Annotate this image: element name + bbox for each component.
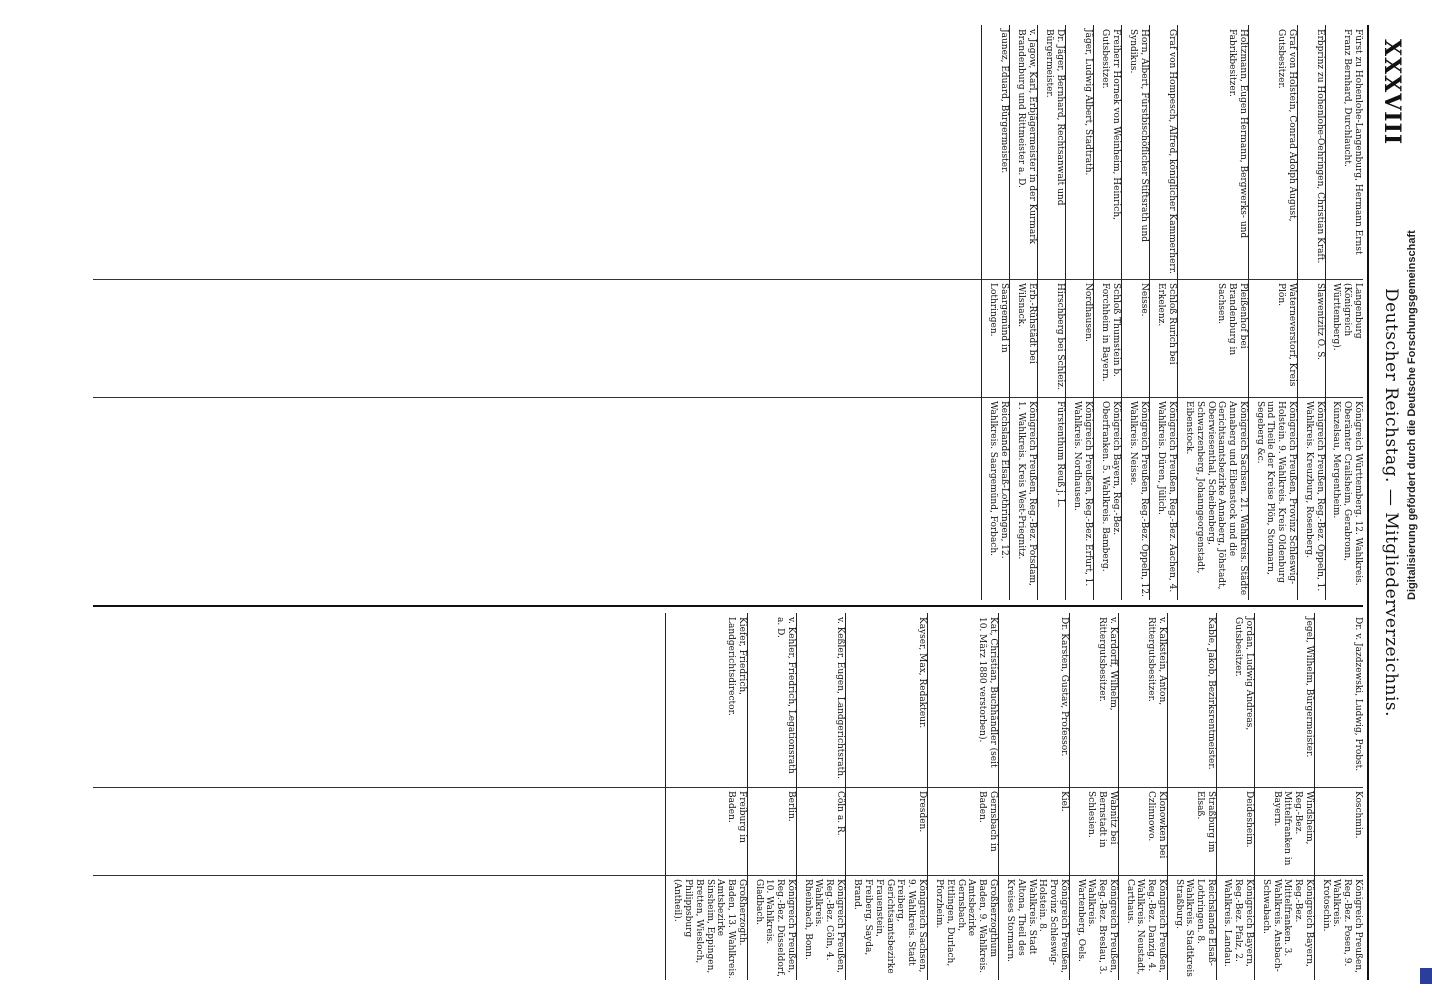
row-divider: [1314, 613, 1315, 980]
row-divider: [1065, 25, 1066, 600]
member-name: Graf von Holstein, Conrad Adolph August, Gutsbesitzer.: [1276, 29, 1297, 222]
member-entry: [1167, 613, 1216, 980]
member-name: Holtzmann, Eugen Hermann, Bergwerks- und Fabrikbesitzer.: [1227, 29, 1248, 239]
member-district: Reichslande Elsaß-Lothringen, 12. Wahlkreis. Saargemünd, Forbach.: [988, 401, 1009, 559]
member-district: Königreich Sachsen. 21. Wahlkreis. Städte Annaberg und Eibenstock und die Gerichtsamtsbezirke Annaberg, Jöhstadt, Oberwiesenthal, Scheibenberg, Schwarzenberg, Johanngeorgenstadt, Eibenstock.: [1184, 401, 1248, 596]
member-entry: [927, 613, 998, 980]
member-name: v. Kehler, Friedrich, Legationsrath a. D.: [775, 617, 796, 774]
member-entry: [1118, 613, 1167, 980]
member-residence: Pleißenhof bei Brandenburg in Sachsen.: [1216, 283, 1248, 356]
row-divider: [1149, 25, 1150, 600]
running-title: Deutscher Reichstag. — Mitgliederverzeichnis.: [1381, 287, 1401, 718]
member-district: Königreich Sachsen, 9. Wahlkreis. Stadt Freiberg, Gerichtsamtsbezirke Frauenstein, Freiberg, Sayda, Brand.: [852, 879, 927, 974]
member-district: Königreich Preußen, Reg.-Bez. Oppeln, 12. Wahlkreis. Neisse.: [1128, 401, 1149, 597]
member-residence: Schloß Rurich bei Erkelenz.: [1156, 283, 1177, 365]
member-district: Fürstenthum Reuß j. L.: [1055, 401, 1065, 508]
member-name: v. Keßler, Eugen, Landgerichtsrath.: [835, 617, 845, 779]
member-entry: [747, 613, 796, 980]
member-entry: [1009, 25, 1037, 600]
member-name: Dr. Karsten, Gustav, Professor.: [1059, 617, 1069, 757]
page-number: XXXVIII: [1379, 39, 1405, 146]
member-district: Königreich Preußen, Reg.-Bez. Düsseldorf, 10. Wahlkreis. Gladbach.: [753, 879, 796, 977]
row-divider: [1248, 25, 1249, 600]
member-entry: [981, 25, 1009, 600]
row-divider: [1177, 25, 1178, 600]
digitization-credit: Digitalisierung gefördert durch die Deutsche Forschungsgemeinschaft: [1406, 230, 1418, 600]
member-entry: [1037, 25, 1065, 600]
member-entry: [1065, 25, 1093, 600]
member-district: Königreich Preußen, Reg.-Bez. Erfurt, 1. Wahlkreis. Nordhausen.: [1072, 401, 1093, 587]
members-table-right: [665, 613, 1363, 980]
member-name: v. Kalkstein, Anton, Rittergutsbesitzer.: [1146, 617, 1167, 706]
row-divider: [1297, 25, 1298, 600]
member-district: Königreich Bayern, Reg.-Bez. Oberfranken. 5. Wahlkreis. Bamberg.: [1100, 401, 1121, 572]
member-name: v. Jagow, Karl, Erbjägermeister in der Kurmark Brandenburg und Rittmeister a. D.: [1016, 29, 1037, 244]
row-divider: [981, 25, 982, 600]
member-entry: [1314, 613, 1363, 980]
member-entry: [845, 613, 927, 980]
member-name: Dr. Jäger, Bernhard, Rechtsanwalt und Bürgermeister.: [1044, 29, 1065, 206]
member-entry: [1121, 25, 1149, 600]
row-divider: [796, 613, 797, 980]
member-entry: [1149, 25, 1177, 600]
member-name: Freiherr Hornek von Weinheim, Heinrich, Gutsbesitzer.: [1100, 29, 1121, 221]
member-residence: Waterneverstorf, Kreis Plön.: [1276, 283, 1297, 387]
row-divider: [927, 613, 928, 980]
member-district: Königreich Preußen, Reg.-Bez. Posen, 9. Wahlkreis. Krotoschin.: [1320, 879, 1363, 974]
member-entry: [1325, 25, 1363, 600]
member-district: Königreich Preußen, Reg.-Bez. Aachen, 4. Wahlkreis. Düren, Jülich.: [1156, 401, 1177, 593]
member-name: Kayser, Max, Redakteur.: [917, 617, 927, 729]
member-entry: [1093, 25, 1121, 600]
member-entry: [998, 613, 1069, 980]
member-residence: Berlin.: [786, 791, 796, 822]
member-district: Königreich Preußen, Reg.-Bez. Breslau, 3. Wahlkreis. Wartenberg, Oels.: [1075, 879, 1118, 975]
member-district: Großherzogth. Baden, 13. Wahlkreis. Amtsbezirke Sinsheim, Eppingen, Bretten, Wiesloch, Philippsburg (Antheil).: [672, 879, 747, 979]
member-name: Kable, Jakob, Bezirksrentmeister.: [1206, 617, 1216, 770]
member-district: Großherzogthum Baden, 9. Wahlkreis. Amtsbezirke Gernsbach, Ettlingen, Durlach, Pforzheim.: [934, 879, 998, 973]
member-residence: Cöln a. R.: [835, 791, 845, 836]
row-divider: [747, 613, 748, 980]
member-district: Königreich Württemberg. 12. Wahlkreis. Oberämter Crailsheim, Gerabronn, Künzelsau, Mergentheim.: [1331, 401, 1363, 586]
member-district: Königreich Preußen, Reg.-Bez. Cöln, 4. Wahlkreis. Rheinbach, Bonn.: [802, 879, 845, 974]
member-residence: Deidesheim.: [1244, 791, 1254, 848]
member-residence: Neisse.: [1139, 283, 1149, 317]
member-name: Jordan, Ludwig Andreas, Gutsbesitzer.: [1233, 617, 1254, 731]
member-name: Horn, Albert, Fürstbischöflicher Stiftsrath und Syndikus.: [1128, 29, 1149, 243]
member-entry: [1248, 25, 1297, 600]
member-name: Kat, Christian, Buchhändler (seit 10. März 1880 verstorben).: [977, 617, 998, 768]
row-divider: [1069, 613, 1070, 980]
member-district: Königreich Bayern, Reg.-Bez. Pfalz, 2. Wahlkreis. Landau.: [1222, 879, 1254, 967]
member-residence: Wabnitz bei Bernstadt in Schlesien.: [1086, 791, 1118, 848]
member-residence: Dresden.: [917, 791, 927, 833]
member-residence: Saargemünd in Lothringen.: [988, 283, 1009, 353]
row-divider: [665, 613, 666, 980]
member-name: Kiefer, Friedrich, Landgerichtsdirector.: [726, 617, 747, 716]
row-divider: [1118, 613, 1119, 980]
member-residence: Windsheim, Reg.-Bez. Mittelfranken in Bayern.: [1271, 791, 1314, 866]
member-district: Reichslande Elsaß-Lothringen. 8. Wahlkreis. Stadtkreis Straßburg.: [1173, 879, 1216, 977]
member-district: Königreich Preußen, Provinz Schleswig-Holstein. 8. Wahlkreis. Stadt Altona, Theil des Kreises Stormarn.: [1005, 879, 1069, 974]
row-divider: [1325, 25, 1326, 600]
member-residence: Koschmin.: [1353, 791, 1363, 839]
member-name: Jegel, Wilhelm, Bürgermeister.: [1304, 617, 1314, 758]
row-divider: [1121, 25, 1122, 600]
member-entry: [1297, 25, 1325, 600]
member-residence: Erb.-Rühstädt bei Wilsnack.: [1016, 283, 1037, 364]
member-residence: Kiel.: [1059, 791, 1069, 812]
member-name: Fürst zu Hohenlohe-Langenburg, Hermann Ernst Franz Bernhard, Durchlaucht.: [1342, 29, 1363, 255]
header-rule: [1367, 25, 1369, 980]
row-divider: [845, 613, 846, 980]
row-divider: [1037, 25, 1038, 600]
row-divider: [1254, 613, 1255, 980]
member-district: Königreich Preußen, Reg.-Bez. Potsdam, 1. Wahlkreis. Kreis West-Priegnitz.: [1016, 401, 1037, 586]
row-divider: [998, 613, 999, 980]
member-name: Erbprinz zu Hohenlohe-Oehringen, Christian Kraft.: [1315, 29, 1325, 264]
member-residence: Straßburg im Elsaß.: [1195, 791, 1216, 853]
member-name: Graf von Hompesch, Alfred, königlicher Kammerherr.: [1167, 29, 1177, 274]
member-entry: [1254, 613, 1314, 980]
member-residence: Schloß Thumstein b. Forchheim in Bayern.: [1100, 283, 1121, 382]
member-district: Königreich Preußen, Reg.-Bez. Oppeln, 1. Wahlkreis. Kreuzburg, Rosenberg.: [1304, 401, 1325, 592]
page-header: [1373, 25, 1407, 980]
member-entry: [1216, 613, 1254, 980]
member-name: Jäger, Ludwig Albert, Stadtrath.: [1083, 29, 1093, 176]
rotated-document-page: [87, 25, 1407, 980]
member-name: v. Kardorff, Wilhelm, Rittergutsbesitzer.: [1097, 617, 1118, 711]
row-divider: [1009, 25, 1010, 600]
member-residence: Freiburg in Baden.: [726, 791, 747, 843]
row-divider: [1093, 25, 1094, 600]
row-divider: [1167, 613, 1168, 980]
member-entry: [1069, 613, 1118, 980]
member-residence: Nordhausen.: [1083, 283, 1093, 342]
member-district: Königreich Preußen, Reg.-Bez. Danzig. 4. Wahlkreis. Neustadt, Carthaus.: [1124, 879, 1167, 975]
member-district: Königreich Bayern, Reg.-Bez. Mittelfranken. 3. Wahlkreis. Ansbach-Schwabach.: [1260, 879, 1314, 972]
member-entry: [1177, 25, 1248, 600]
member-residence: Langenburg (Königreich Württemberg).: [1331, 283, 1363, 351]
dfg-logo-icon: [1420, 968, 1432, 984]
member-name: Jaunez, Eduard, Bürgermeister.: [999, 29, 1009, 174]
member-residence: Gernsbach in Baden.: [977, 791, 998, 852]
member-entry: [665, 613, 747, 980]
member-name: Dr. v. Jazdzewski, Ludwig, Probst.: [1353, 617, 1363, 772]
member-district: Königreich Preußen, Provinz Schleswig-Holstein. 9. Wahlkreis. Kreis Oldenburg und Theile der Kreise Plön, Stormarn, Segeberg &c.: [1254, 401, 1297, 585]
center-divider: [93, 605, 1363, 607]
members-table-left: [981, 25, 1363, 600]
row-divider: [1216, 613, 1217, 980]
member-entry: [796, 613, 845, 980]
member-residence: Klonowken bei Czlinnowo.: [1146, 791, 1167, 859]
member-residence: Slawentzitz O. S.: [1315, 283, 1325, 360]
member-residence: Hirschberg bei Schleiz.: [1055, 283, 1065, 391]
